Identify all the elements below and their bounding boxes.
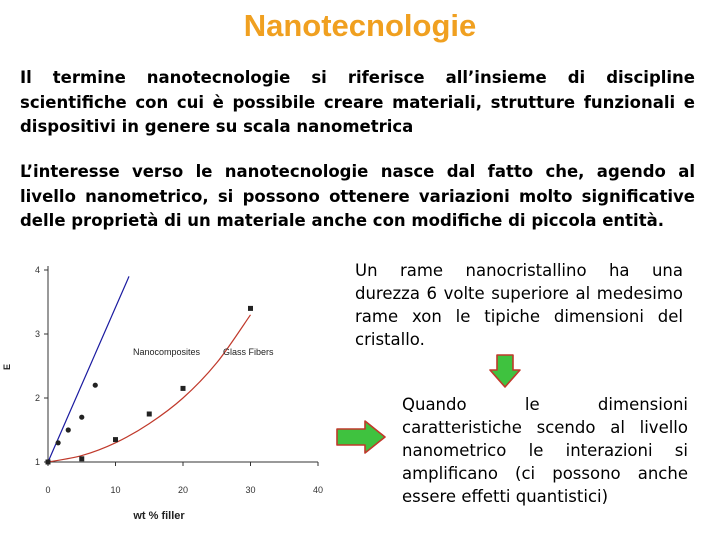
y-tick-label: 3 xyxy=(34,329,40,339)
y-tick-label: 2 xyxy=(34,393,40,403)
nanocomposites-point xyxy=(93,383,98,388)
y-axis-label: E xyxy=(2,363,12,371)
x-tick-label: 40 xyxy=(312,485,324,495)
nanocomposites-point xyxy=(56,440,61,445)
page-title: Nanotecnologie xyxy=(243,8,477,43)
modulus-vs-filler-chart xyxy=(0,258,330,523)
paragraph-interest: L’interesse verso le nanotecnologie nasce dal fatto che, agendo al livello nanometrico, si possono ottenere variazioni molto significative delle proprietà di un materiale anche con modifiche di piccola entità. xyxy=(20,162,695,230)
chart-labels xyxy=(2,347,274,522)
x-tick-label: 10 xyxy=(110,485,121,495)
nanocomposites-fit-line xyxy=(48,276,129,462)
glass-fibers-point xyxy=(46,460,51,465)
chart-axes xyxy=(48,266,318,462)
y-tick-label: 4 xyxy=(34,265,40,275)
nanocomposites-point xyxy=(79,415,84,420)
glass-fibers-series-label: Glass Fibers xyxy=(223,347,274,357)
nanocomposites-point xyxy=(66,427,71,432)
chart-points xyxy=(45,306,253,465)
x-tick-label: 20 xyxy=(177,485,189,495)
glass-fibers-point xyxy=(181,386,186,391)
chart-curves xyxy=(48,276,251,462)
glass-fibers-point xyxy=(79,456,84,461)
y-tick-label: 1 xyxy=(34,457,40,467)
nanocomposites-series-label: Nanocomposites xyxy=(133,347,201,357)
note-nanoscale-interactions: Quando le dimensioni caratteristiche scendo al livello nanometrico le interazioni si amplificano (ci possono anche essere effetti quantistici) xyxy=(402,395,688,506)
paragraph-definition: Il termine nanotecnologie si riferisce all’insieme di discipline scientifiche con cui è possibile creare materiali, strutture funzionali e dispositivi in genere su scala nanometrica xyxy=(20,68,695,136)
x-tick-label: 30 xyxy=(245,485,256,495)
x-axis-label: wt % filler xyxy=(133,510,185,522)
glass-fibers-point xyxy=(248,306,253,311)
chart-ticks xyxy=(35,265,323,495)
arrow-down-icon xyxy=(489,354,521,388)
glass-fibers-point xyxy=(147,412,152,417)
note-copper-hardness: Un rame nanocristallino ha una durezza 6 volte superiore al medesimo rame xon le tipiche dimensioni del cristallo. xyxy=(355,261,683,349)
arrow-right-icon xyxy=(336,420,386,454)
glass-fibers-fit-curve xyxy=(48,315,251,462)
glass-fibers-point xyxy=(113,437,118,442)
x-tick-label: 0 xyxy=(45,485,51,495)
